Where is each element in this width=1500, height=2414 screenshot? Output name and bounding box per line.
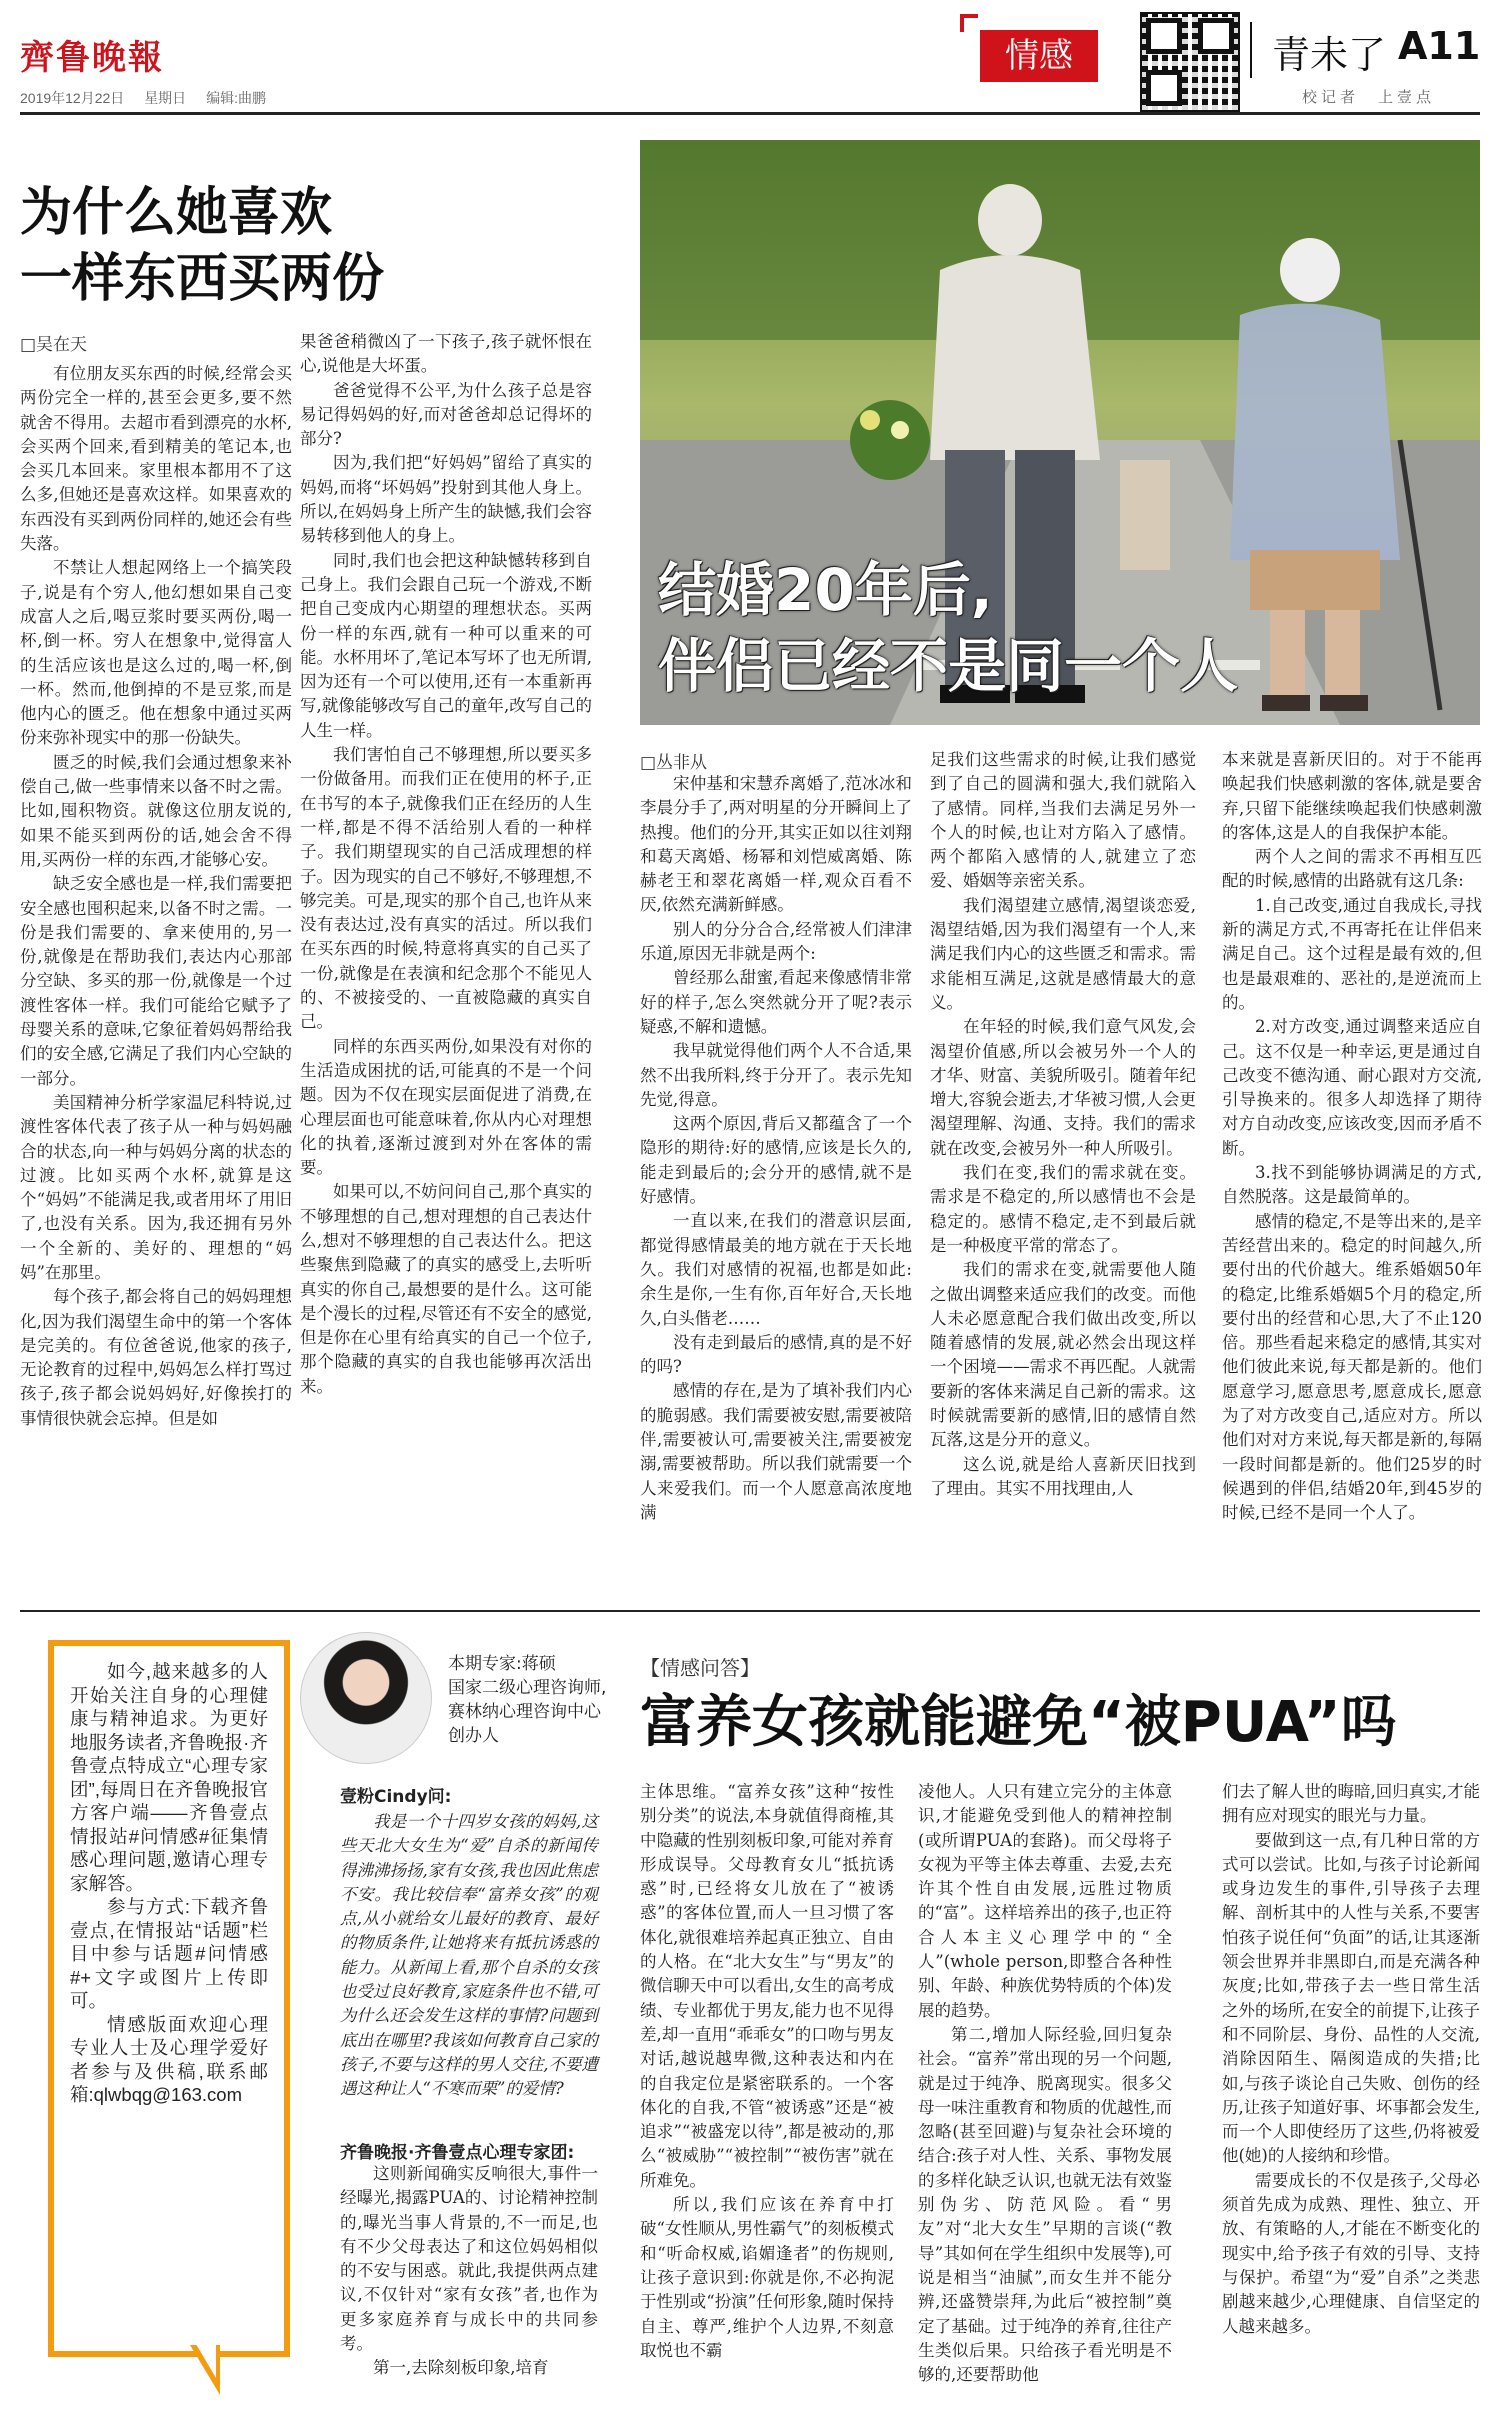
paragraph: 我们的需求在变,就需要他人随之做出调整来适应我们的改变。而他人未必愿意配合我们做出改变,所以随着感情的发展,就必然会出现这样一个困境——需求不再匹配。人就需要新的客体来满足自己新的需求。这时候就需要新的感情,旧的感情自然瓦落,这是分开的意义。 [930,1260,1196,1450]
elderly-couple-photo [640,140,1480,725]
paragraph: 2.对方改变,通过调整来适应自己。这不仅是一种幸运,更是通过自己改变不德沟通、耐心跟对方交流,引导换来的。很多人却选择了期待对方自动改变,应该改变,因而矛盾不断。 [1222,1017,1482,1158]
paragraph: 在年轻的时候,我们意气风发,会渴望价值感,所以会被另外一个人的才华、财富、美貌所吸引。随着年纪增大,容貌会逝去,才华被习惯,人会更渴望理解、沟通、支持。我们的需求就在改变,会被另外一种人所吸引。 [930,1017,1196,1158]
paragraph: 们去了解人世的晦暗,回归真实,才能拥有应对现实的眼光与力量。 [1222,1782,1480,1826]
photo-headline [658,552,1238,704]
header-divider [1250,22,1252,78]
callout-box [48,1640,290,2357]
paragraph: 一直以来,在我们的潜意识层面,都觉得感情最美的地方就在于天长地久。我们对感情的祝福,也都是如此:余生是你,一生有你,百年好合,天长地久,白头偕老…… [640,1211,912,1328]
paragraph: 缺乏安全感也是一样,我们需要把安全感也囤积起来,以备不时之需。一份是我们需要的、拿来使用的,另一份,就像是在帮助我们,表达内心那部分空缺、多买的那一份,就像是一个过渡性客体一样。我们可能给它赋予了母婴关系的意味,它象征着妈妈帮给我们的安全感,它满足了我们内心空缺的一部分。 [20,874,292,1088]
page-number: A11 [1398,24,1481,68]
paragraph: 所以,我们应该在养育中打破“女性顺从,男性霸气”的刻板模式和“听命权威,谄媚逢者”的伤规则,让孩子意识到:你就是你,不必拘泥于性别或“扮演”任何形象,随时保持自主、尊严,维护个人边界,不刻意取悦也不霸 [640,2195,894,2360]
paragraph: 这两个原因,背后又都蕴含了一个隐形的期待:好的感情,应该是长久的,能走到最后的;会分开的感情,就不是好感情。 [640,1114,912,1207]
paragraph: 有位朋友买东西的时候,经常会买两份完全一样的,甚至会更多,要不然就舍不得用。去超市看到漂亮的水杯,会买两个回来,看到精美的笔记本,也会买几本回来。家里根本都用不了这么多,但她还是喜欢这样。如果喜欢的东西没有买到两份同样的,她还会有些失落。 [20,364,292,554]
article2-column-3 [1222,748,1482,1526]
paragraph: 我早就觉得他们两个人不合适,果然不出我所料,终于分开了。表示先知先觉,得意。 [640,1041,912,1109]
flower-bouquet [850,400,930,480]
paragraph: 同样的东西买两份,如果没有对你的生活造成困扰的话,可能真的不是一个问题。因为不仅在现实层面促进了消费,在心理层面也可能意味着,你从内心对理想化的执着,逐渐过渡到对外在客体的需要。 [300,1036,592,1178]
article1-headline-line1: 为什么她喜欢 [20,183,333,243]
question-text: 我是一个十四岁女孩的妈妈,这些天北大女生为“爱”自杀的新闻传得沸沸扬扬,家有女孩,我也因此焦虑不安。我比较信奉“富养女孩”的观点,从小就给女儿最好的教育、最好的物质条件,让她将来有抵抗诱惑的能力。从新闻上看,那个自杀的女孩也受过良好教育,家庭条件也不错,可为什么还会发生这样的事情?问题到底出在哪里?我该如何教育自己家的孩子,不要与这样的男人交往,不要遭遇这种让人“不寒而栗”的爱情? [340,1812,598,2099]
staff-credit: 校记者 上壹点 [1302,89,1436,106]
article2-column-1 [640,772,912,1525]
expert-avatar [300,1632,432,1764]
callout-text [70,1660,268,2107]
paragraph: 第一,去除刻板印象,培育 [373,2358,549,2378]
paragraph: 要做到这一点,有几种日常的方式可以尝试。比如,与孩子讨论新闻或身边发生的事件,引导孩子去理解、剖析其中的人性与关系,不要害怕孩子说任何“负面”的话,让其逐渐领会世界并非黑即白,而是充满各种灰度;比如,带孩子去一些日常生活之外的场所,在安全的前提下,让孩子和不同阶层、身份、品性的人交流,消除因陌生、隔阂造成的失措;比如,与孩子谈论自己失败、创伤的经历,让孩子知道好事、坏事都会发生,而一个人即使经历了这些,仍将被爱他(她)的人接纳和珍惜。 [1222,1830,1480,2166]
article2-byline: □丛非从 [640,753,708,773]
paragraph: 我们在变,我们的需求就在变。需求是不稳定的,所以感情也不会是稳定的。感情不稳定,走不到最后就是一种极度平常的常态了。 [930,1163,1196,1255]
page-editor: 编辑:曲鹏 [206,90,266,106]
paragraph: 没有走到最后的感情,真的是不好的吗? [640,1332,912,1377]
section-tag: 情感 [980,30,1098,82]
question-label: 壹粉Cindy问: [340,1787,452,1807]
expert-title: 国家二级心理咨询师,赛林纳心理咨询中心创办人 [448,1678,607,1746]
callout-paragraph: 情感版面欢迎心理专业人士及心理学爱好者参与及供稿,联系邮箱:qlwbqg@163.com [70,2013,268,2105]
paragraph: 感情的存在,是为了填补我们内心的脆弱感。我们需要被安慰,需要被陪伴,需要被认可,需要被关注,需要被宠溺,需要被帮助。所以我们就需要一个人来爱我们。而一个人愿意高浓度地满 [640,1381,912,1522]
paragraph: 这则新闻确实反响很大,事件一经曝光,揭露PUA的、讨论精神控制的,曝光当事人背景的,不一而足,也有不少父母表达了和这位妈妈相似的不安与困惑。就此,我提供两点建议,不仅针对“家有女孩”者,也作为更多家庭养育与成长中的共同参考。 [340,2164,598,2354]
article3-column-1 [640,1780,894,2363]
section-rule [20,1610,1480,1612]
header-rule [20,112,1480,115]
paragraph: 这么说,就是给人喜新厌旧找到了理由。其实不用找理由,人 [930,1454,1196,1498]
callout-tail-inner [196,2344,216,2378]
paragraph: 宋仲基和宋慧乔离婚了,范冰冰和李晨分手了,两对明星的分开瞬间上了热搜。他们的分开,其实正如以往刘翔和葛天离婚、杨幂和刘恺威离婚、陈赫老王和翠花离婚一样,观众百看不厌,依然充满新鲜感。 [640,774,912,915]
answer-intro [340,2162,598,2381]
callout-paragraph: 如今,越来越多的人开始关注自身的心理健康与精神追求。为更好地服务读者,齐鲁晚报·齐鲁壹点特成立“心理专家团”,每周日在齐鲁晚报官方客户端——齐鲁壹点情报站#问情感#征集情感心理问题,邀请心理专家解答。 [70,1661,268,1894]
answer-label: 齐鲁晚报·齐鲁壹点心理专家团: [340,2143,575,2163]
paragraph: 爸爸觉得不公平,为什么孩子总是容易记得妈妈的好,而对爸爸却总记得坏的部分? [300,380,592,449]
paragraph: 同时,我们也会把这种缺憾转移到自己身上。我们会跟自己玩一个游戏,不断把自己变成内心期望的理想状态。买两份一样的东西,就有一种可以重来的可能。水杯用坏了,笔记本写坏了也无所谓,因为还有一个可以使用,还有一本重新再写,就像能够改写自己的童年,改写自己的人生一样。 [300,550,592,740]
article3-column-2 [918,1780,1172,2387]
paragraph: 每个孩子,都会将自己的妈妈理想化,因为我们渴望生命中的第一个客体是完美的。有位爸爸说,他家的孩子,无论教育的过程中,妈妈怎么样打骂过孩子,孩子都会说妈妈好,好像挨打的事情很快就会忘掉。但是如 [20,1287,292,1428]
paragraph: 需要成长的不仅是孩子,父母必须首先成为成熟、理性、独立、开放、有策略的人,才能在不断变化的现实中,给予孩子有效的引导、支持与保护。希望“为“爱”自杀”之类悲剧越来越少,心理健康、自信坚定的人越来越多。 [1222,2170,1480,2336]
expert-name: 本期专家:蒋硕 [448,1654,556,1674]
paragraph: 因为,我们把“好妈妈”留给了真实的妈妈,而将“坏妈妈”投射到其他人身上。所以,在妈妈身上所产生的缺憾,我们会容易转移到他人的身上。 [300,453,592,546]
paragraph: 匮乏的时候,我们会通过想象来补偿自己,做一些事情来以备不时之需。比如,囤积物资。就像这位朋友说的,如果不能买到两份的话,她会舍不得用,买两份一样的东西,才能够心安。 [20,752,292,869]
paragraph: 我们害怕自己不够理想,所以要买多一份做备用。而我们正在使用的杯子,正在书写的本子,就像我们正在经历的人生一样,都是不得不活给别人看的一种样子。我们期望现实的自己活成理想的样子。因为现实的自己不够好,不够理想,不够完美。可是,现实的那个自己,也许从来没有表达过,没有真实的活过。所以我们在买东西的时候,特意将真实的自己买了一份,就像是在表演和纪念那个不能见人的、不被接受的、一直被隐藏的真实自己。 [300,745,592,1032]
article1-byline: □吴在天 [20,335,88,355]
paragraph: 两个人之间的需求不再相互匹配的时候,感情的出路就有这几条: [1222,847,1482,891]
article3-column-3 [1222,1780,1480,2339]
newspaper-logo: 齊鲁晚報 [20,38,164,78]
paragraph: 3.找不到能够协调满足的方式,自然脱落。这是最简单的。 [1222,1163,1482,1207]
column-name: 青未了 [1272,33,1387,77]
paragraph: 不禁让人想起网络上一个搞笑段子,说是有个穷人,他幻想如果自己变成富人之后,喝豆浆时要买两份,喝一杯,倒一杯。穷人在想象中,觉得富人的生活应该也是这么过的,喝一杯,倒一杯。然而,他倒掉的不是豆浆,而是他内心的匮乏。他在想象中通过买两份来弥补现实中的那一份缺失。 [20,558,292,748]
paragraph: 如果可以,不妨问问自己,那个真实的不够理想的自己,想对理想的自己表达什么,想对不够理想的自己表达什么。把这些聚焦到隐藏了的真实的感受上,去听听真实的你自己,最想要的是什么。这可能是个漫长的过程,尽管还有不安全的感觉,但是你在心里有给真实的自己一个位子,那个隐藏的真实的自我也能够再次活出来。 [300,1182,592,1396]
issue-weekday: 星期日 [144,90,187,106]
paragraph: 足我们这些需求的时候,让我们感觉到了自己的圆满和强大,我们就陷入了感情。同样,当我们去满足另外一个人的时候,也让对方陷入了感情。两个都陷入感情的人,就建立了恋爱、婚姻等亲密关系。 [930,750,1196,891]
paragraph: 第二,增加人际经验,回归复杂社会。“富养”常出现的另一个问题,就是过于纯净、脱离现实。很多父母一味注重教育和物质的优越性,而忽略(甚至回避)与复杂社会环境的结合:孩子对人性、关系、事物发展的多样化缺乏认识,也就无法有效鉴别伪劣、防范风险。看“男友”对“北大女生”早期的言谈(“教导”其如何在学生组织中发展等),可说是相当“油腻”,而女生并不能分辨,还盛赞崇拜,为此后“被控制”奠定了基础。过于纯净的养育,往往产生类似后果。只给孩子看光明是不够的,还要帮助他 [918,2024,1172,2385]
bracket-corner [960,14,978,32]
article3-headline: 富养女孩就能避免“被PUA”吗 [640,1690,1397,1755]
paragraph: 果爸爸稍微凶了一下孩子,孩子就怀恨在心,说他是大坏蛋。 [300,332,592,376]
callout-paragraph: 参与方式:下载齐鲁壹点,在情报站“话题”栏目中参与话题#问情感#+文字或图片上传即可。 [70,1896,268,2011]
section-bracket [960,14,1120,84]
photo-headline-line1: 结婚20年后, [658,556,993,624]
paragraph: 美国精神分析学家温尼科特说,过渡性客体代表了孩子从一种与妈妈融合的状态,向一种与妈妈分离的状态的过渡。比如买两个水杯,就算是这个“妈妈”不能满足我,或者用坏了用旧了,也没有关系。因为,我还拥有另外一个全新的、美好的、理想的“妈妈”在那里。 [20,1092,292,1282]
article1-headline-line2: 一样东西买两份 [20,249,385,309]
paragraph: 主体思维。“富养女孩”这种“按性别分类”的说法,本身就值得商榷,其中隐藏的性别刻板印象,可能对养育形成误导。父母教育女儿“抵抗诱惑”时,已经将女儿放在了“被诱惑”的客体位置,而人一旦习惯了客体化,就很难培养起真正独立、自由的人格。在“北大女生”与“男友”的微信聊天中可以看出,女生的高考成绩、专业都优于男友,能力也不见得差,却一直用“乖乖女”的口吻与男友对话,越说越卑微,这种表达和内在的自我定位是紧密联系的。一个客体化的自我,不管“被诱惑”还是“被追求”“被盛宠以待”,都是被动的,那么“被威胁”“被控制”“被伤害”就在所难免。 [640,1782,894,2190]
article3-kicker: 【情感问答】 [640,1656,760,1680]
paragraph: 别人的分分合合,经常被人们津津乐道,原因无非就是两个: [640,919,912,964]
article1-column-1 [20,362,292,1431]
paragraph: 凌他人。人只有建立完分的主体意识,才能避免受到他人的精神控制(或所谓PUA的套路)。而父母将子女视为平等主体去尊重、去爱,去充许其个性自由发展,远胜过物质的“富”。这样培养出的孩子,也正符合人本主义心理学中的“全人”(whole person,即整合各种性别、年龄、种族优势特质的个体)发展的趋势。 [918,1782,1172,2020]
expert-info [448,1652,608,1748]
dateline [20,88,282,108]
article2-column-2 [930,748,1196,1501]
photo-headline-line2: 伴侣已经不是同一个人 [658,632,1239,700]
article1-column-2 [300,330,592,1399]
article1-headline [20,180,600,312]
issue-date: 2019年12月22日 [20,90,125,106]
paragraph: 1.自己改变,通过自我成长,寻找新的满足方式,不再寄托在让伴侣来满足自己。这个过程是最有效的,但也是最艰难的、恶社的,是逆流而上的。 [1222,895,1482,1012]
paragraph: 我们渴望建立感情,渴望谈恋爱,渴望结婚,因为我们渴望有一个人,来满足我们内心的这些匮乏和需求。需求能相互满足,这就是感情最大的意义。 [930,895,1196,1012]
paragraph: 曾经那么甜蜜,看起来像感情非常好的样子,怎么突然就分开了呢?表示疑惑,不解和遗憾。 [640,968,912,1036]
paragraph: 本来就是喜新厌旧的。对于不能再唤起我们快感刺激的客体,就是要舍弃,只留下能继续唤起我们快感刺激的客体,这是人的自我保护本能。 [1222,750,1482,842]
qr-code-icon [1140,12,1240,112]
paragraph: 感情的稳定,不是等出来的,是辛苦经营出来的。稳定的时间越久,所要付出的代价越大。维系婚姻50年的稳定,比维系婚姻5个月的稳定,所要付出的经营和心思,大了不止120倍。那些看起来稳定的感情,其实对他们彼此来说,每天都是新的。他们愿意学习,愿意思考,愿意成长,愿意为了对方改变自己,适应对方。所以他们对对方来说,每天都是新的,每隔一段时间都是新的。他们25岁的时候遇到的伴侣,结婚20年,到45岁的时候,已经不是同一个人了。 [1222,1211,1482,1523]
